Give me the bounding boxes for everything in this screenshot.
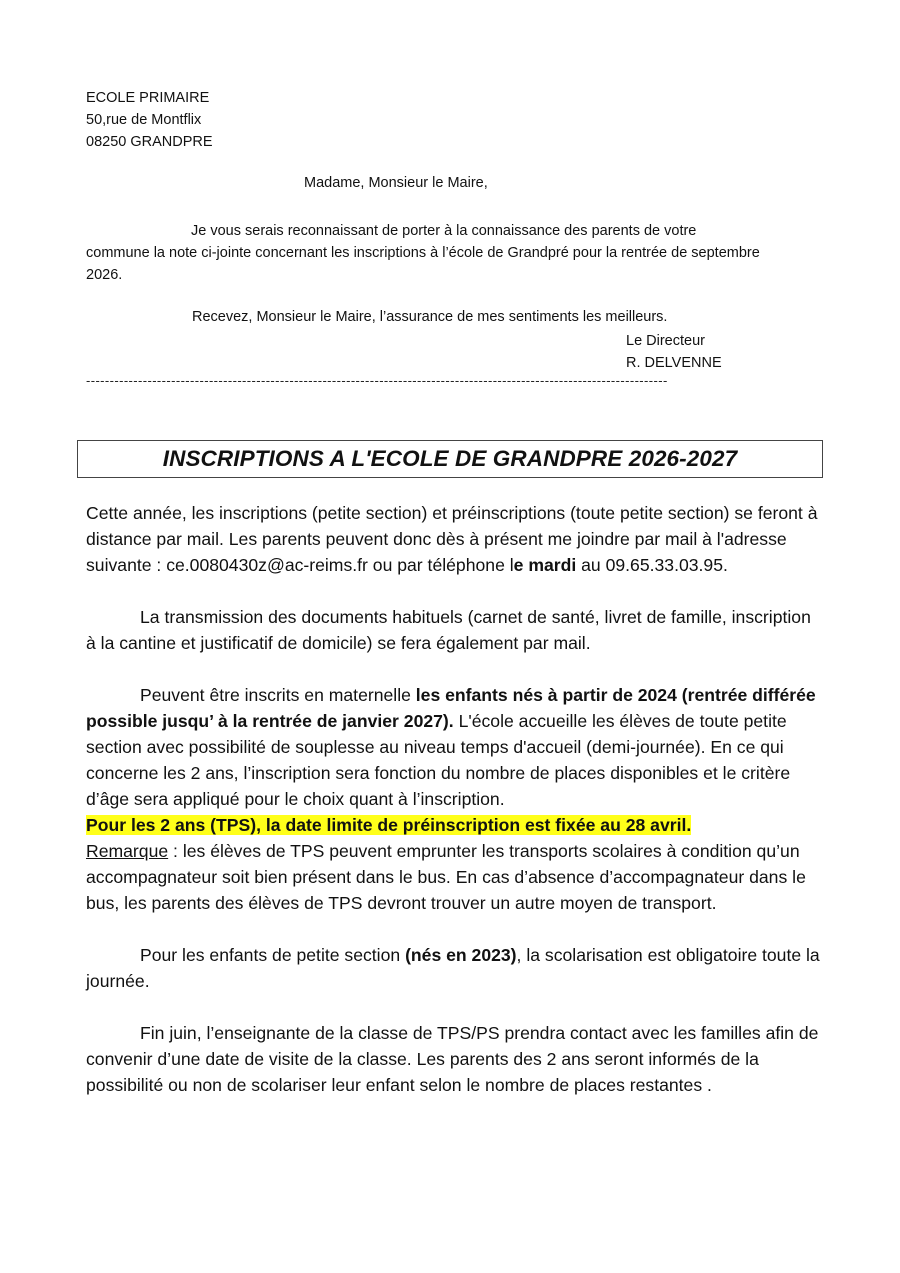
notice-title: INSCRIPTIONS A L'ECOLE DE GRANDPRE 2026-2027 bbox=[162, 446, 738, 471]
letter-signature bbox=[626, 330, 722, 374]
paragraph-petite-section bbox=[86, 942, 821, 994]
contact-day-bold: e mardi bbox=[513, 555, 577, 575]
signer-name: R. DELVENNE bbox=[626, 355, 722, 371]
remark-label: Remarque bbox=[86, 841, 169, 861]
deadline-highlight: Pour les 2 ans (TPS), la date limite de préinscription est fixée au 28 avril. bbox=[86, 815, 692, 835]
eligibility-details: L'école accueille les élèves de toute petite section avec possibilité de souplesse au niveau temps d'accueil (demi-journée). En ce qui concerne les 2 ans, l’inscription sera fonction du nombre de places disponibles et le critère d’âge sera appliqué pour le choix quant à l’inscription. bbox=[86, 711, 791, 809]
eligibility-lead: Peuvent être inscrits en maternelle bbox=[140, 685, 416, 705]
paragraph-documents-text: La transmission des documents habituels (carnet de santé, livret de famille, inscription à la cantine et justificatif de domicile) se fera également par mail. bbox=[86, 607, 811, 653]
sender-line-street: 50,rue de Montflix bbox=[86, 112, 202, 128]
signer-title: Le Directeur bbox=[626, 333, 705, 349]
paragraph-eligibility bbox=[86, 682, 821, 916]
notice-body bbox=[86, 500, 821, 1098]
paragraph-visit-text: Fin juin, l’enseignante de la classe de TPS/PS prendra contact avec les familles afin de convenir d’une date de visite de la classe. Les parents des 2 ans seront informés de la possibilité ou non de scolariser leur enfant selon le nombre de places restantes . bbox=[86, 1023, 819, 1095]
petite-section-end: , la scolarisation est obligatoire toute la journée. bbox=[86, 945, 820, 991]
paragraph-visit bbox=[86, 1020, 821, 1098]
paragraph-contact-text: Cette année, les inscriptions (petite section) et préinscriptions (toute petite section) se feront à distance par mail. Les parents peuvent donc dès à présent me joindre par mail à l'adresse suivante : ce.0080430z@ac-reims.fr ou par téléphone l bbox=[86, 503, 818, 575]
letter-intro bbox=[86, 220, 796, 286]
paragraph-documents bbox=[86, 604, 821, 656]
paragraph-contact bbox=[86, 500, 821, 578]
eligibility-bold: les enfants nés à partir de 2024 (rentrée différée possible jusqu’ à la rentrée de janvier 2027). bbox=[86, 685, 816, 731]
letter-intro-first-line: Je vous serais reconnaissant de porter à la connaissance des parents de votre bbox=[191, 223, 697, 239]
letter-salutation: Madame, Monsieur le Maire, bbox=[304, 175, 488, 191]
sender-address bbox=[86, 87, 213, 153]
remark-text: : les élèves de TPS peuvent emprunter les transports scolaires à condition qu’un accompagnateur soit bien présent dans le bus. En cas d’absence d’accompagnateur dans le bus, les parents des élèves de TPS devront trouver un autre moyen de transport. bbox=[86, 841, 806, 913]
cut-line-divider: --------------------------------------------------------------------------------------------------------------------------- bbox=[86, 373, 668, 388]
letter-regards: Recevez, Monsieur le Maire, l’assurance de mes sentiments les meilleurs. bbox=[192, 309, 668, 325]
petite-section-bold: (nés en 2023) bbox=[405, 945, 517, 965]
letter-intro-rest: commune la note ci-jointe concernant les inscriptions à l’école de Grandpré pour la rentrée de septembre 2026. bbox=[86, 245, 760, 283]
contact-phone-text: au 09.65.33.03.95. bbox=[576, 555, 728, 575]
sender-line-city: 08250 GRANDPRE bbox=[86, 134, 213, 150]
sender-line-school: ECOLE PRIMAIRE bbox=[86, 90, 210, 106]
petite-section-lead: Pour les enfants de petite section bbox=[140, 945, 406, 965]
notice-title-box bbox=[77, 440, 823, 478]
